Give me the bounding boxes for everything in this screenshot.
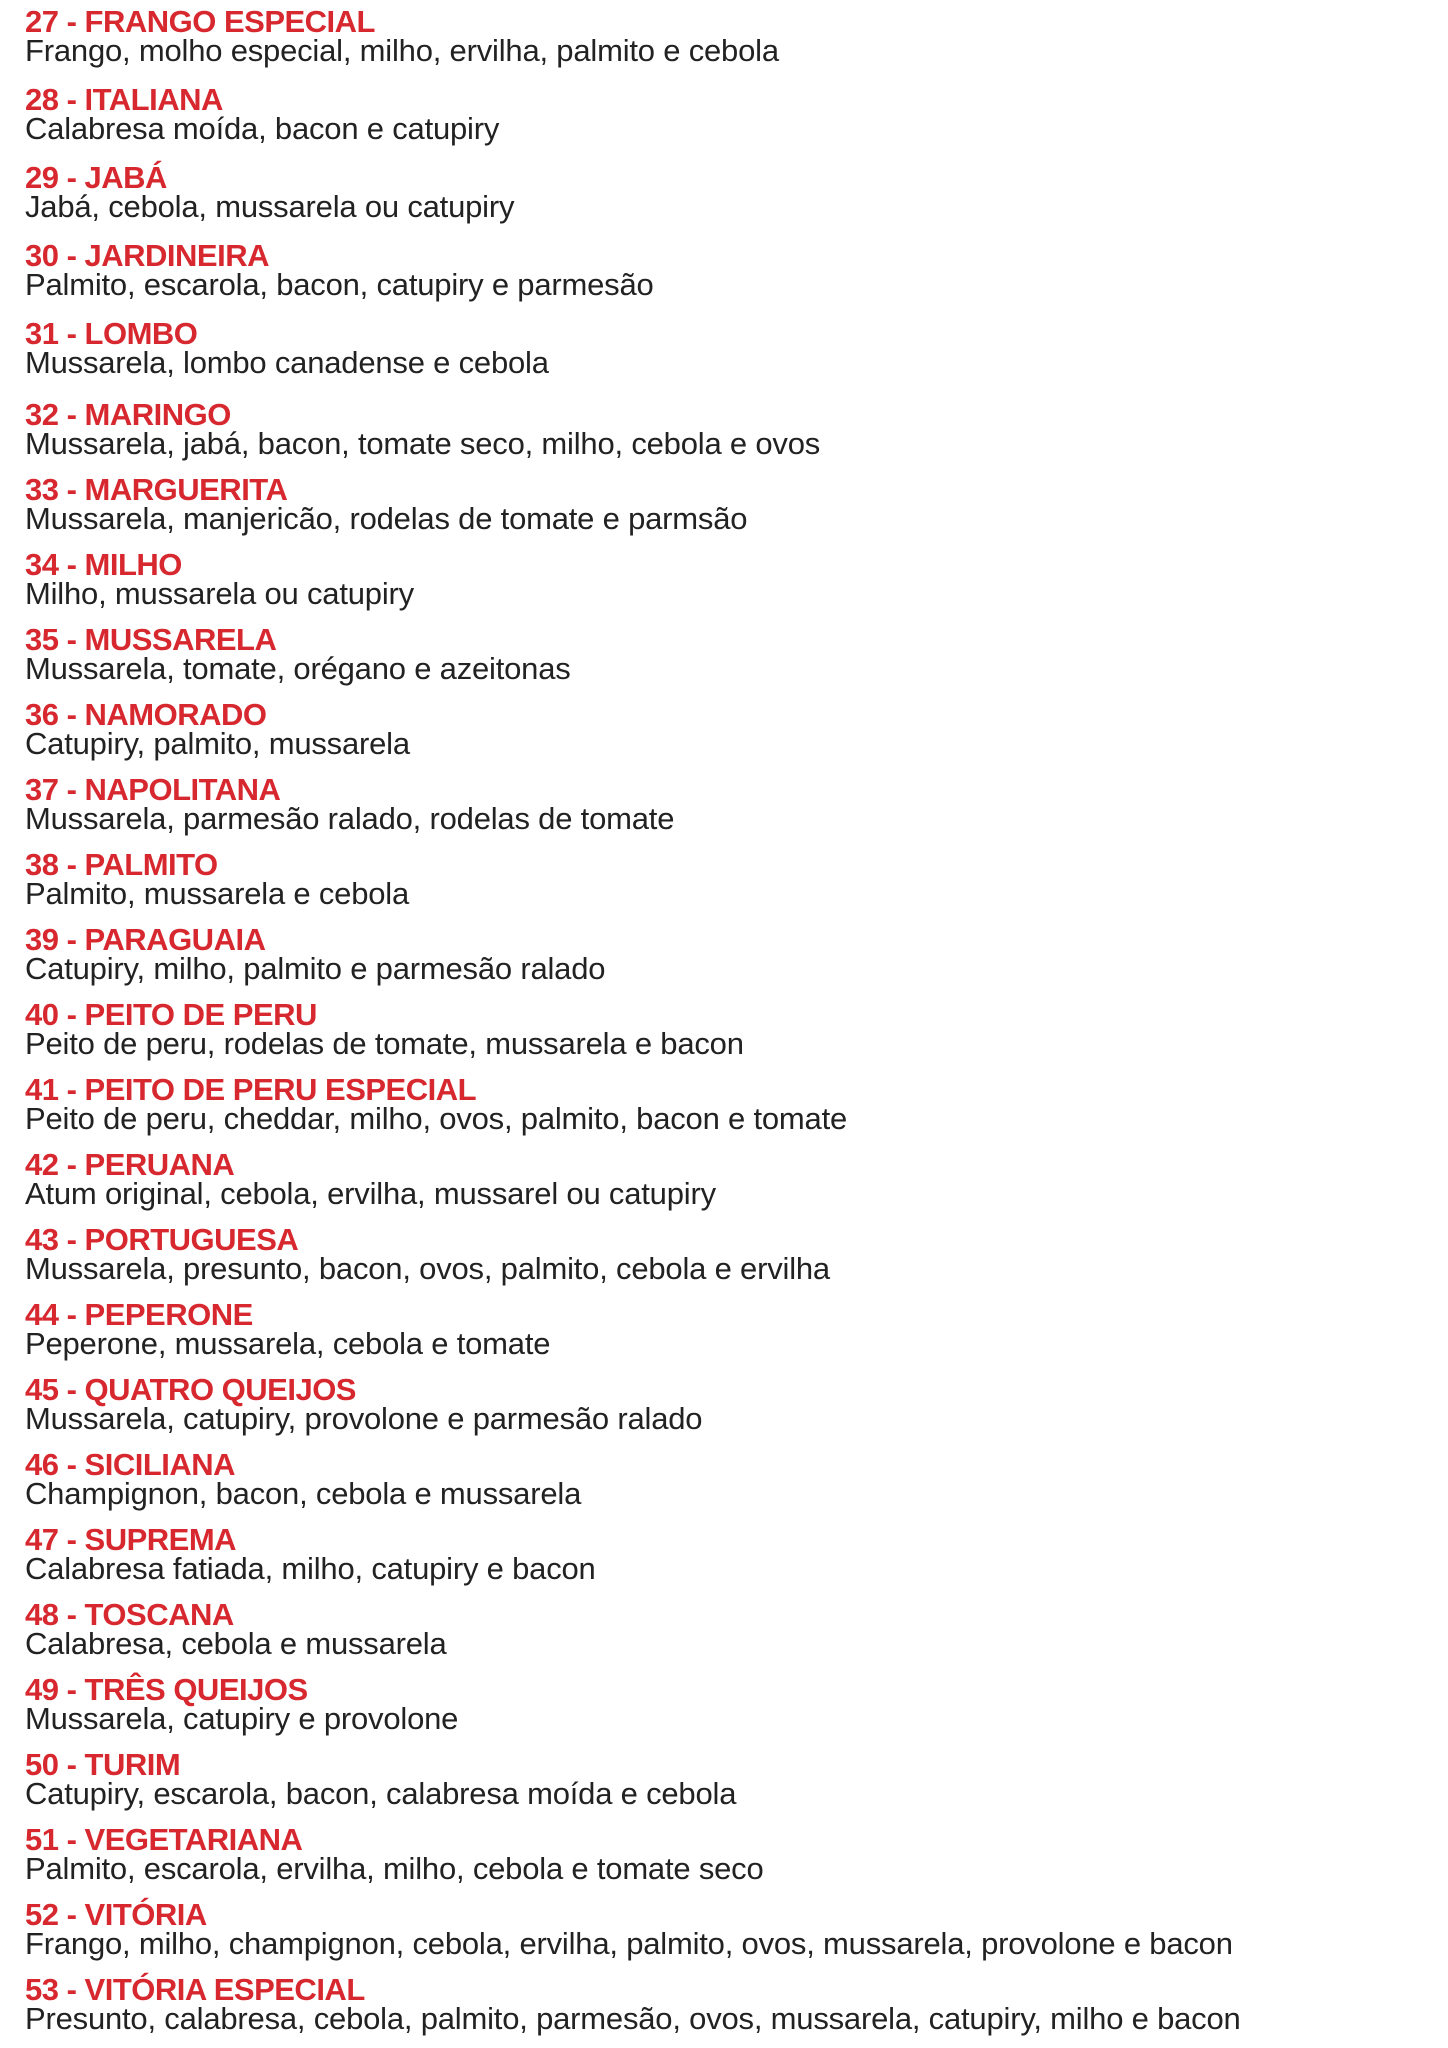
menu-item-title: 31 - LOMBO	[25, 316, 198, 351]
menu-item-description: Frango, milho, champignon, cebola, ervilha, palmito, ovos, mussarela, provolone e bacon	[25, 1926, 1233, 1961]
menu-item-description: Catupiry, palmito, mussarela	[25, 726, 410, 761]
menu-item	[25, 1822, 1425, 1886]
menu-item	[25, 1597, 1425, 1661]
menu-item-description: Palmito, escarola, ervilha, milho, cebola e tomate seco	[25, 1851, 764, 1886]
menu-item-description: Jabá, cebola, mussarela ou catupiry	[25, 189, 515, 224]
menu-item-title: 30 - JARDINEIRA	[25, 238, 269, 273]
menu-item-description: Mussarela, catupiry e provolone	[25, 1701, 459, 1736]
menu-item	[25, 922, 1425, 986]
menu-item-description: Palmito, mussarela e cebola	[25, 876, 410, 911]
menu-item-title: 34 - MILHO	[25, 547, 182, 582]
menu-item	[25, 1372, 1425, 1436]
menu-item-description: Peito de peru, rodelas de tomate, mussarela e bacon	[25, 1026, 744, 1061]
menu-item-description: Presunto, calabresa, cebola, palmito, parmesão, ovos, mussarela, catupiry, milho e bacon	[25, 2001, 1241, 2036]
menu-item-title: 48 - TOSCANA	[25, 1597, 234, 1632]
menu-item-title: 45 - QUATRO QUEIJOS	[25, 1372, 356, 1407]
menu-item-description: Frango, molho especial, milho, ervilha, palmito e cebola	[25, 33, 779, 68]
menu-item	[25, 1072, 1425, 1136]
menu-item-title: 41 - PEITO DE PERU ESPECIAL	[25, 1072, 477, 1107]
menu-item-description: Palmito, escarola, bacon, catupiry e parmesão	[25, 267, 654, 302]
menu-item-title: 46 - SICILIANA	[25, 1447, 236, 1482]
menu-item-description: Calabresa fatiada, milho, catupiry e bacon	[25, 1551, 596, 1586]
menu-item-title: 53 - VITÓRIA ESPECIAL	[25, 1972, 365, 2007]
menu-item-title: 33 - MARGUERITA	[25, 472, 288, 507]
menu-item	[25, 697, 1425, 761]
menu-item	[25, 1897, 1425, 1961]
menu-item	[25, 622, 1425, 686]
menu-item	[25, 1672, 1425, 1736]
menu-item-title: 38 - PALMITO	[25, 847, 218, 882]
menu-item-description: Mussarela, jabá, bacon, tomate seco, milho, cebola e ovos	[25, 426, 821, 461]
menu-item	[25, 238, 1425, 302]
menu-item-title: 35 - MUSSARELA	[25, 622, 277, 657]
menu-item-title: 28 - ITALIANA	[25, 82, 223, 117]
menu-item-description: Peperone, mussarela, cebola e tomate	[25, 1326, 551, 1361]
menu-item-title: 49 - TRÊS QUEIJOS	[25, 1672, 308, 1707]
menu-item	[25, 1747, 1425, 1811]
menu-item-title: 51 - VEGETARIANA	[25, 1822, 303, 1857]
menu-item-description: Atum original, cebola, ervilha, mussarel ou catupiry	[25, 1176, 716, 1211]
menu-item-description: Mussarela, parmesão ralado, rodelas de tomate	[25, 801, 675, 836]
menu-item-description: Mussarela, catupiry, provolone e parmesão ralado	[25, 1401, 703, 1436]
menu-item	[25, 772, 1425, 836]
menu-item-title: 32 - MARINGO	[25, 397, 231, 432]
menu-item	[25, 472, 1425, 536]
menu-item	[25, 997, 1425, 1061]
menu-item	[25, 1972, 1425, 2036]
menu-item	[25, 1147, 1425, 1211]
menu-item-description: Milho, mussarela ou catupiry	[25, 576, 414, 611]
menu-item	[25, 1297, 1425, 1361]
menu-item	[25, 1222, 1425, 1286]
menu-item-description: Mussarela, presunto, bacon, ovos, palmito, cebola e ervilha	[25, 1251, 830, 1286]
menu-item-title: 39 - PARAGUAIA	[25, 922, 266, 957]
menu-item	[25, 397, 1425, 461]
menu-item-description: Champignon, bacon, cebola e mussarela	[25, 1476, 582, 1511]
menu-item-title: 43 - PORTUGUESA	[25, 1222, 299, 1257]
menu-item-title: 50 - TURIM	[25, 1747, 181, 1782]
menu-item-description: Catupiry, escarola, bacon, calabresa moída e cebola	[25, 1776, 737, 1811]
menu-item-description: Mussarela, lombo canadense e cebola	[25, 345, 549, 380]
menu-item-title: 40 - PEITO DE PERU	[25, 997, 317, 1032]
menu-item-description: Mussarela, manjericão, rodelas de tomate e parmsão	[25, 501, 748, 536]
menu-item-description: Calabresa, cebola e mussarela	[25, 1626, 447, 1661]
menu-item-title: 42 - PERUANA	[25, 1147, 235, 1182]
menu-item-title: 52 - VITÓRIA	[25, 1897, 207, 1932]
menu-item	[25, 316, 1425, 380]
menu-item	[25, 847, 1425, 911]
menu-item	[25, 1522, 1425, 1586]
menu-item-description: Mussarela, tomate, orégano e azeitonas	[25, 651, 571, 686]
menu-item-title: 27 - FRANGO ESPECIAL	[25, 4, 375, 39]
menu-item	[25, 160, 1425, 224]
menu-item-title: 36 - NAMORADO	[25, 697, 267, 732]
menu-item-description: Peito de peru, cheddar, milho, ovos, palmito, bacon e tomate	[25, 1101, 848, 1136]
menu-item-description: Calabresa moída, bacon e catupiry	[25, 111, 500, 146]
menu-item	[25, 82, 1425, 146]
menu-item	[25, 1447, 1425, 1511]
menu-item	[25, 547, 1425, 611]
menu-item	[25, 4, 1425, 68]
menu-item-description: Catupiry, milho, palmito e parmesão ralado	[25, 951, 606, 986]
menu-item-title: 44 - PEPERONE	[25, 1297, 253, 1332]
menu-item-title: 29 - JABÁ	[25, 160, 167, 195]
menu-item-title: 47 - SUPREMA	[25, 1522, 237, 1557]
menu-item-title: 37 - NAPOLITANA	[25, 772, 281, 807]
